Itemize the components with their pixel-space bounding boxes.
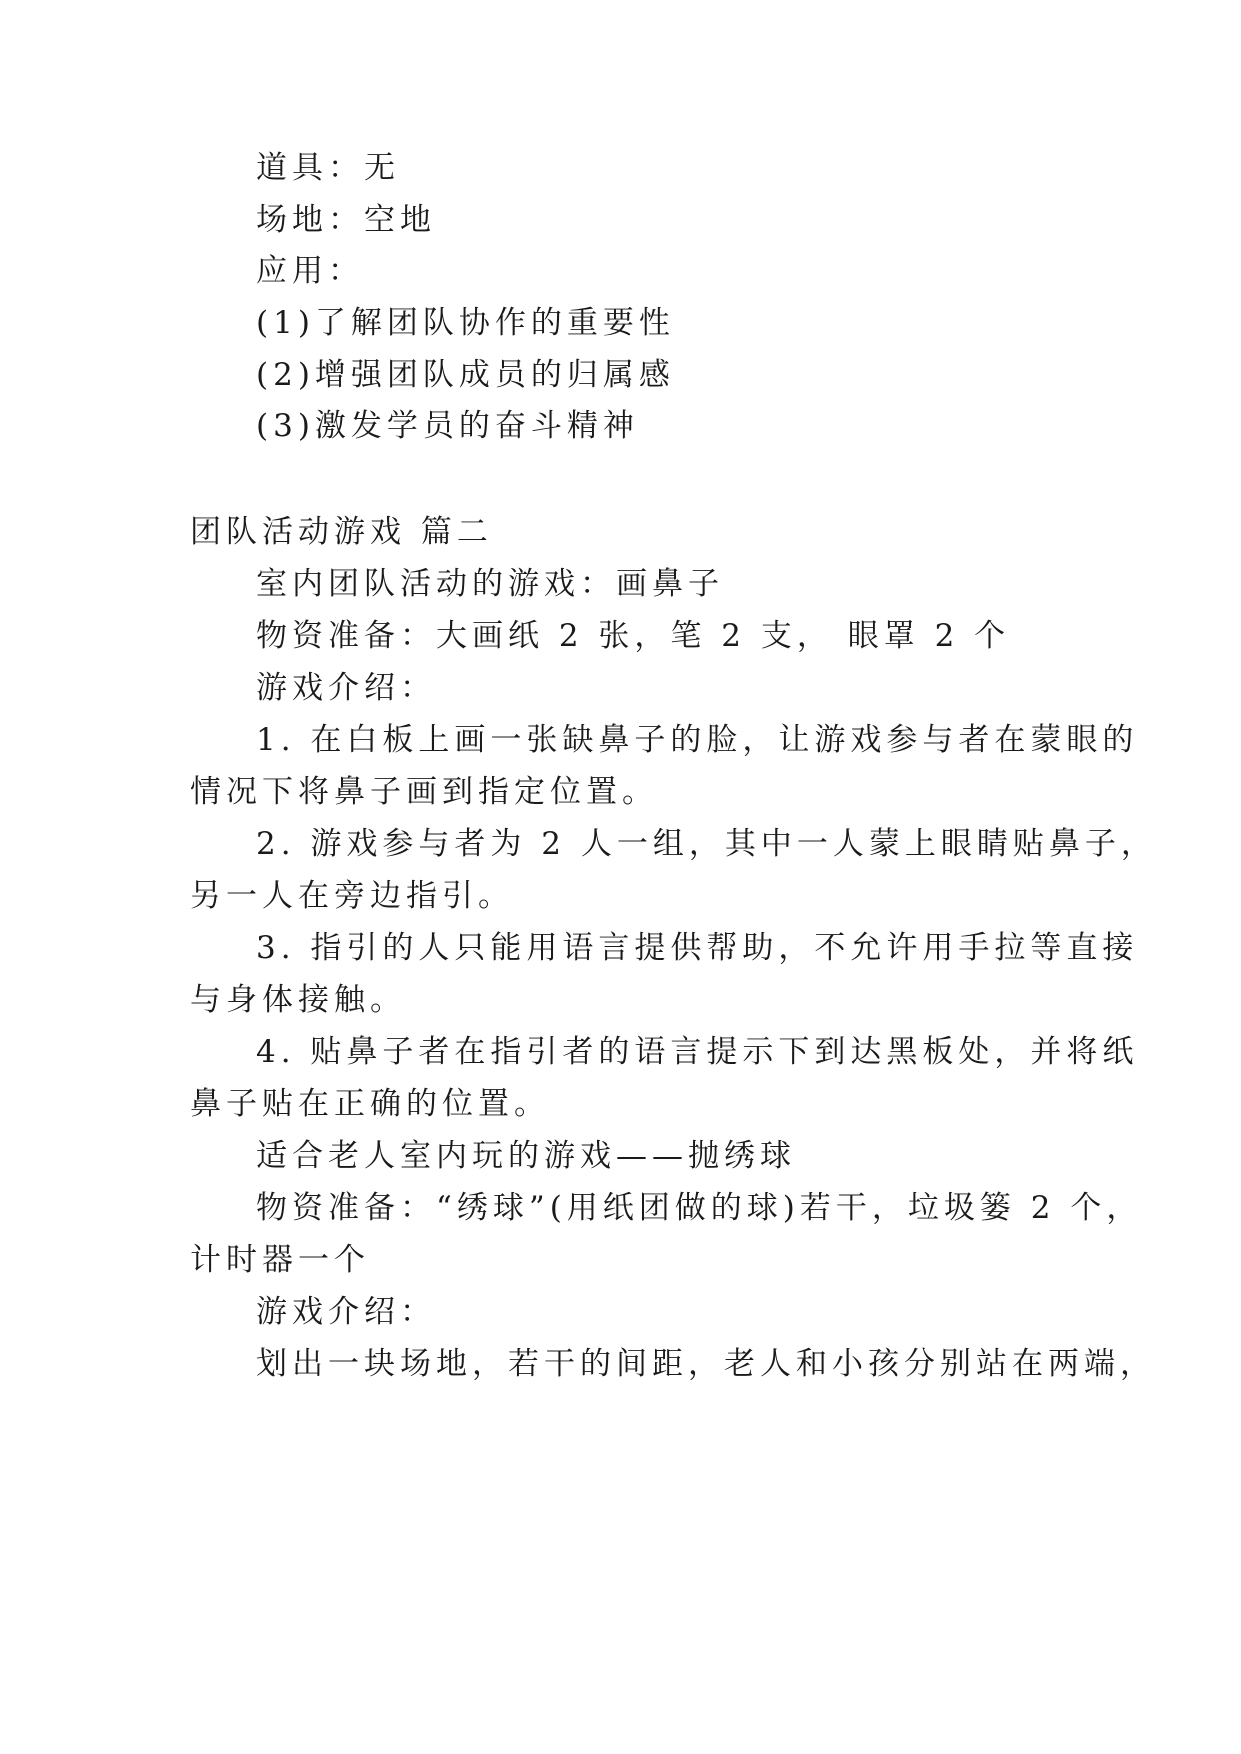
game-2-title-line: 适合老人室内玩的游戏——抛绣球 xyxy=(256,1138,796,1174)
game-2-intro-heading: 游戏介绍： xyxy=(256,1294,436,1330)
rule-4-line-2: 鼻子贴在正确的位置。 xyxy=(190,1086,550,1122)
rule-3-line-1: 3. 指引的人只能用语言提供帮助，不允许用手拉等直接 xyxy=(256,930,1139,966)
rule-2-line-1: 2. 游戏参与者为 2 人一组，其中一人蒙上眼睛贴鼻子， xyxy=(256,826,1157,862)
application-item-3: (3)激发学员的奋斗精神 xyxy=(256,408,639,444)
game-2-materials-line-2: 计时器一个 xyxy=(190,1242,370,1278)
props-line: 道具：无 xyxy=(256,150,400,186)
game-2-materials-line-1: 物资准备：“绣球”(用纸团做的球)若干，垃圾篓 2 个， xyxy=(256,1190,1143,1226)
rule-4-line-1: 4. 贴鼻子者在指引者的语言提示下到达黑板处，并将纸 xyxy=(256,1034,1139,1070)
rule-1-line-2: 情况下将鼻子画到指定位置。 xyxy=(190,774,658,810)
game-2-intro-line-1: 划出一块场地，若干的间距，老人和小孩分别站在两端， xyxy=(256,1346,1156,1382)
rule-1-line-1: 1. 在白板上画一张缺鼻子的脸，让游戏参与者在蒙眼的 xyxy=(256,722,1139,758)
application-item-2: (2)增强团队成员的归属感 xyxy=(256,357,675,393)
venue-line: 场地：空地 xyxy=(256,202,436,238)
game-intro-heading: 游戏介绍： xyxy=(256,670,436,706)
rule-3-line-2: 与身体接触。 xyxy=(190,982,406,1018)
application-heading: 应用： xyxy=(256,253,364,289)
rule-2-line-2: 另一人在旁边指引。 xyxy=(190,878,514,914)
game-title-line: 室内团队活动的游戏：画鼻子 xyxy=(256,566,724,602)
application-item-1: (1)了解团队协作的重要性 xyxy=(256,305,675,341)
materials-line: 物资准备：大画纸 2 张，笔 2 支， 眼罩 2 个 xyxy=(256,618,1011,654)
section-heading: 团队活动游戏 篇二 xyxy=(190,514,493,550)
